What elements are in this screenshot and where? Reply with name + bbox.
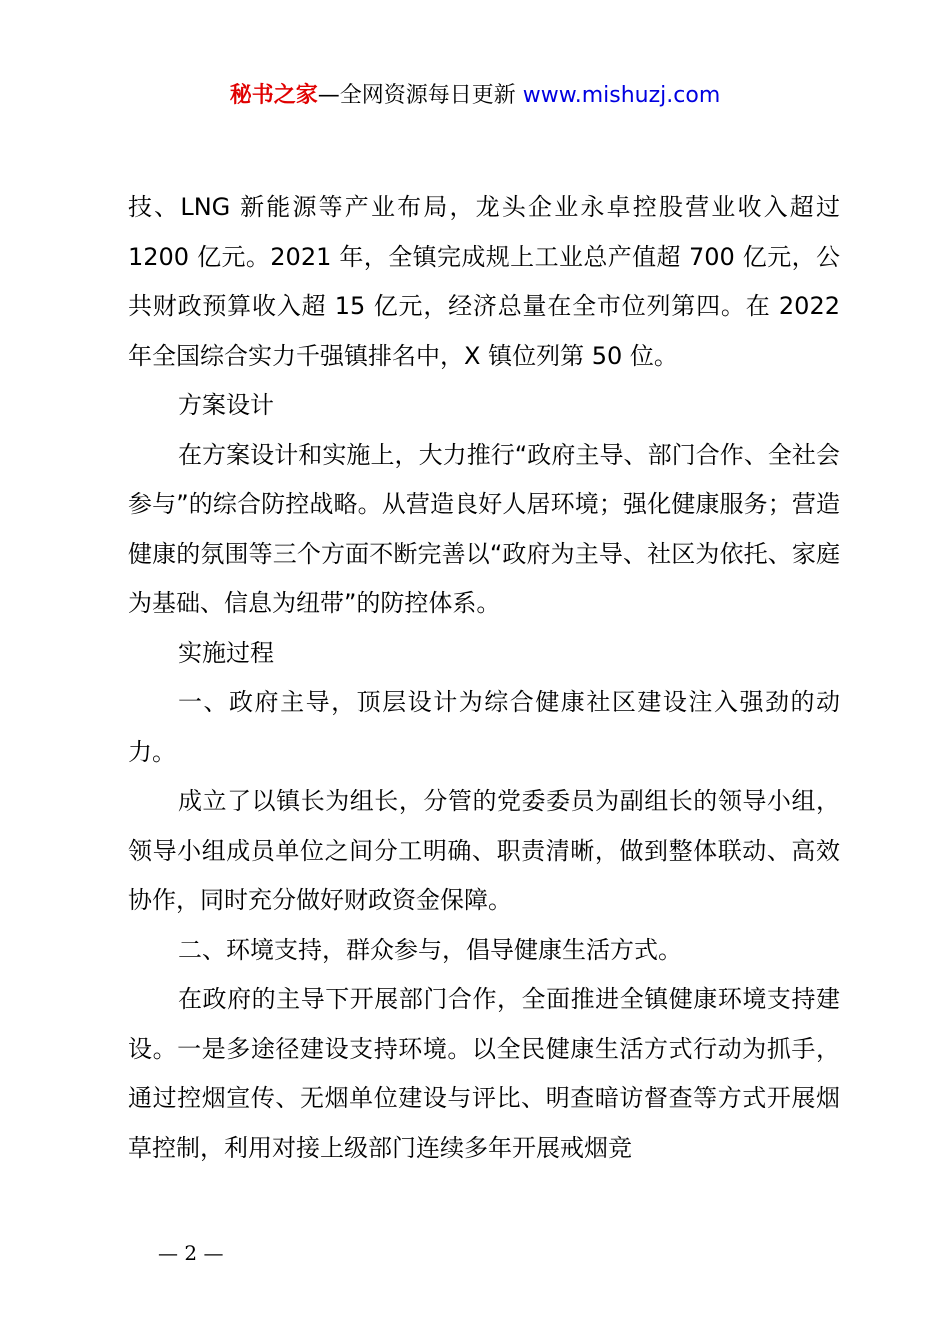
paragraph-environment-support: 二、环境支持，群众参与，倡导健康生活方式。: [178, 935, 682, 964]
section-heading-implementation: 实施过程: [178, 638, 274, 667]
paragraph-plan-design: 在方案设计和实施上，大力推行“政府主导、部门合作、全社会参与”的综合防控战略。从营造良好人居环境；强化健康服务；营造健康的氛围等三个方面不断完善以“政府为主导、社区为依托、家庭为基础、信息为纽带”的防控体系。: [128, 440, 840, 617]
document-body: [128, 183, 840, 1173]
paragraph-department-cooperation: 在政府的主导下开展部门合作，全面推进全镇健康环境支持建设。一是多途径建设支持环境。以全民健康生活方式行动为抓手，通过控烟宣传、无烟单位建设与评比、明查暗访督查等方式开展烟草控制，利用对接上级部门连续多年开展戒烟竞: [128, 985, 840, 1162]
section-heading-plan-design: 方案设计: [178, 391, 274, 419]
paragraph-economy: 技、LNG 新能源等产业布局，龙头企业永卓控股营业收入超过 1200 亿元。2021 年，全镇完成规上工业总产值超 700 亿元，公共财政预算收入超 15 亿元，经济总量在全市位列第四。在 2022 年全国综合实力千强镇排名中，X 镇位列第 50 位。: [128, 193, 840, 370]
site-url-link[interactable]: www.mishuzj.com: [522, 83, 721, 108]
paragraph-leadership-group: 成立了以镇长为组长，分管的党委委员为副组长的领导小组，领导小组成员单位之间分工明确、职责清晰，做到整体联动、高效协作，同时充分做好财政资金保障。: [128, 787, 840, 914]
paragraph-government-led: 一、政府主导，顶层设计为综合健康社区建设注入强劲的动力。: [128, 688, 840, 766]
site-banner: [0, 80, 950, 112]
site-brand: 秘书之家: [229, 83, 318, 108]
page-number: — 2 —: [158, 1241, 224, 1265]
site-tagline: —全网资源每日更新: [317, 83, 516, 108]
